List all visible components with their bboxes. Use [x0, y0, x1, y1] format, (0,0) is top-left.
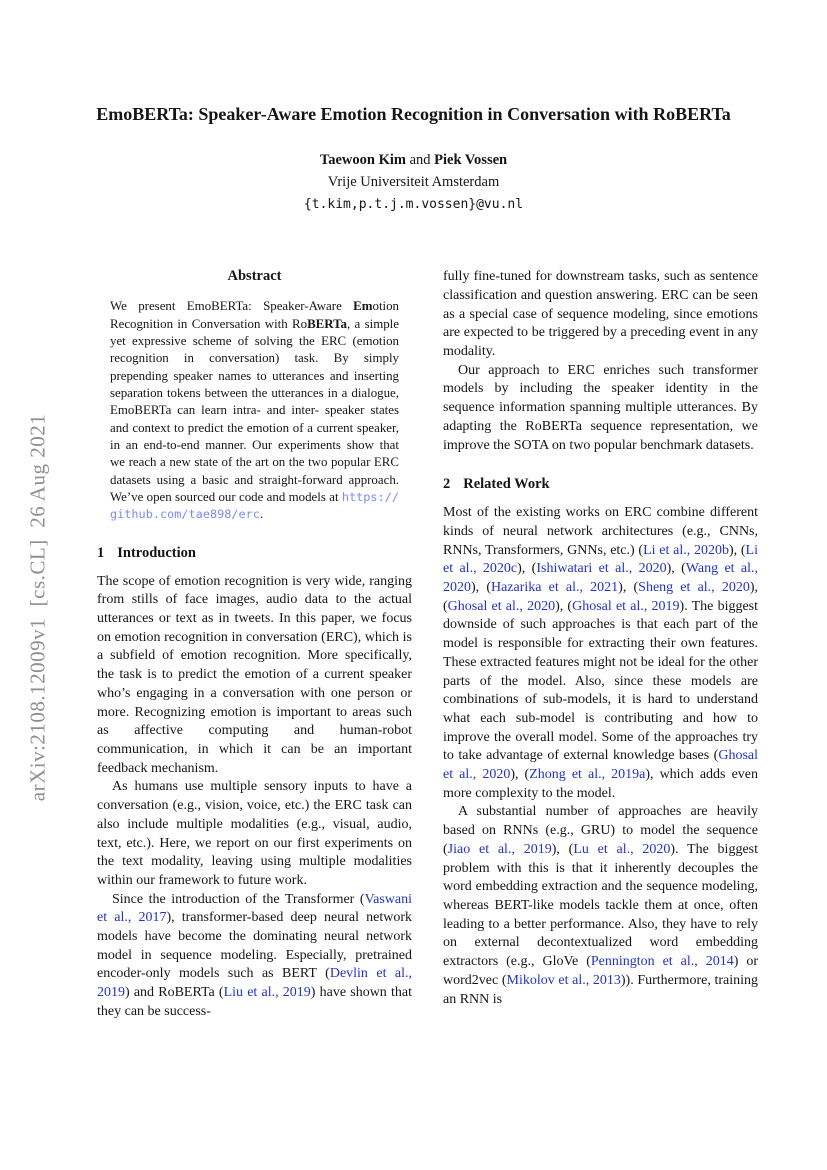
text-segment: , a simple yet expressive scheme of solving the ERC (emotion recognition in conversation) task. By simply prepending speaker names to utterances and inserting separation tokens between the utterances in a dialogue, EmoBERTa can learn intra- and inter- speaker states and context to predict the emotion of a current speaker, in an end-to-end manner. Our experiments show that we reach a new state of the art on the two popular ERC datasets using a basic and straight-forward approach. We’ve open sourced our code and models at: [110, 316, 399, 504]
paragraph: As humans use multiple sensory inputs to have a conversation (e.g., vision, voice, etc.) the ERC task can also include multiple modalities (e.g., visual, audio, text, etc.). Here, we report on our first experiments on the text modality, leaving using multiple modalities within our framework to future work.: [97, 779, 412, 888]
section-title: Introduction: [117, 544, 196, 561]
paragraph: fully fine-tuned for downstream tasks, such as sentence classification and question answering. ERC can be seen as a special case of sequence modeling, since emotions are expected to be triggered by a preceding event in any modality.: [443, 269, 758, 359]
text-segment: ), which adds even more complexity to the model.: [443, 767, 758, 801]
text-segment: ), (: [618, 580, 639, 596]
citation-link[interactable]: Li et al., 2020c: [443, 542, 758, 577]
text-segment: ), transformer-based deep neural network models have become the dominating neural network model in sequence modeling. Especially, pretrained encoder-only models such as BERT (: [97, 910, 412, 982]
section-title: Related Work: [463, 476, 550, 493]
text-segment: otion Recognition in Conversation with Ro: [110, 299, 399, 331]
text-segment: ), (: [666, 561, 686, 577]
citation-link[interactable]: Jiao et al., 2019: [447, 841, 552, 857]
text-segment: ), (: [510, 767, 530, 783]
text-segment: We present EmoBERTa: Speaker-Aware: [110, 299, 354, 314]
affiliation: Vrije Universiteit Amsterdam: [327, 174, 500, 191]
text-segment: ). The biggest downside of such approaches is that each part of the model is responsible for extracting their own features. These extracted features might not be ideal for the other parts of the model. Also, since these models are combinations of sub-models, it is hard to understand what each sub-model is contributing and how to improve the overall model. Some of the approaches try to take advantage of external knowledge bases (: [443, 598, 759, 764]
text-segment: )). Furthermore, training an RNN is: [443, 972, 758, 1007]
citation-link[interactable]: Hazarika et al., 2021: [490, 580, 619, 596]
text-segment: ) and RoBERTa (: [125, 985, 224, 1001]
citation-link[interactable]: Ishiwatari et al., 2020: [536, 561, 667, 577]
text-segment: Most of the existing works on ERC combine different kinds of neural network architectures (e.g., CNNs, RNNs, Transformers, GNNs, etc.) (: [443, 505, 758, 558]
right-column: [443, 268, 758, 1009]
text-segment: ), (: [555, 598, 573, 614]
citation-link[interactable]: Devlin et al., 2019: [97, 966, 412, 1001]
text-segment: Piek Vossen: [434, 152, 508, 169]
text-segment: ), (: [517, 561, 537, 577]
citation-link[interactable]: Wang et al., 2020: [443, 561, 759, 596]
arxiv-watermark: arXiv:2108.12009v1 [cs.CL] 26 Aug 2021: [25, 413, 50, 802]
citation-link[interactable]: Ghosal et al., 2020: [447, 598, 556, 614]
paper-title: EmoBERTa: Speaker-Aware Emotion Recognition in Conversation with RoBERTa: [96, 104, 731, 124]
url-link[interactable]: https://github.com/tae898/erc: [110, 489, 399, 522]
paragraph: [443, 803, 758, 1009]
text-segment: ) or word2vec (: [443, 954, 758, 988]
paragraph: The scope of emotion recognition is very wide, ranging from stills of face images, audio data to the actual utterances or text as in tweets. In this paper, we focus on emotion recognition in conversation (ERC), which is a subfield of emotion recognition. More specifically, the task is to predict the emotion of a current speaker who’s engaging in a conversation with one person or more. Recognizing emotion is important to areas such as affective computing and human-robot communication, in which it can be an important feedback mechanism.: [97, 573, 412, 776]
text-segment: ), (: [443, 580, 758, 614]
text-segment: ), (: [728, 542, 746, 558]
text-segment: ), (: [471, 580, 491, 596]
citation-link[interactable]: Ghosal et al., 2020: [443, 748, 758, 783]
citation-link[interactable]: Sheng et al., 2020: [638, 580, 750, 596]
paragraph: [97, 891, 412, 1022]
text-segment: and: [405, 152, 435, 169]
abstract-body: [110, 298, 399, 523]
paragraph: [443, 504, 758, 803]
authors-line: [0, 152, 827, 169]
text-segment: .: [259, 507, 264, 522]
text-segment: ), (: [551, 841, 574, 857]
left-column: [97, 268, 412, 1021]
section-number: 1: [97, 544, 105, 561]
text-segment: Taewoon Kim: [319, 152, 406, 169]
abstract-heading: Abstract: [227, 268, 282, 285]
citation-link[interactable]: Lu et al., 2020: [573, 841, 671, 857]
paper-header: [0, 0, 827, 212]
citation-link[interactable]: Vaswani et al., 2017: [97, 891, 412, 926]
text-segment: Since the introduction of the Transformer (: [112, 891, 365, 907]
text-segment: ). The biggest problem with this is that it inherently decouples the word embedding extraction and the sequence modeling, whereas BERT-like models tackle them at once, often leading to a better performance. Also, they have to rely on external decontextualized word embedding extractors (e.g., GloVe (: [443, 841, 758, 970]
citation-link[interactable]: Liu et al., 2019: [223, 985, 311, 1001]
citation-link[interactable]: Pennington et al., 2014: [590, 954, 734, 970]
citation-link[interactable]: Zhong et al., 2019a: [529, 767, 646, 783]
citation-link[interactable]: Ghosal et al., 2019: [572, 598, 680, 614]
citation-link[interactable]: Li et al., 2020b: [643, 542, 729, 558]
text-segment: Em: [353, 299, 373, 314]
text-segment: A substantial number of approaches are heavily based on RNNs (e.g., GRU) to model the sequence (: [443, 804, 758, 857]
abstract-block: [97, 268, 412, 523]
text-segment: ) have shown that they can be success-: [97, 985, 412, 1019]
section-heading-related-work: [443, 476, 758, 493]
text-segment: BERTa: [307, 316, 347, 331]
paragraph: Our approach to ERC enriches such transformer models by including the speaker identity in the sequence information spanning multiple utterances. By adapting the RoBERTa sequence representation, we improve the SOTA on two popular benchmark datasets.: [443, 362, 758, 453]
citation-link[interactable]: Mikolov et al., 2013: [506, 972, 621, 988]
section-heading-introduction: [97, 545, 412, 562]
two-column-body: [0, 268, 827, 1021]
email-address: {t.kim,p.t.j.m.vossen}@vu.nl: [303, 197, 524, 213]
section-number: 2: [443, 476, 451, 493]
